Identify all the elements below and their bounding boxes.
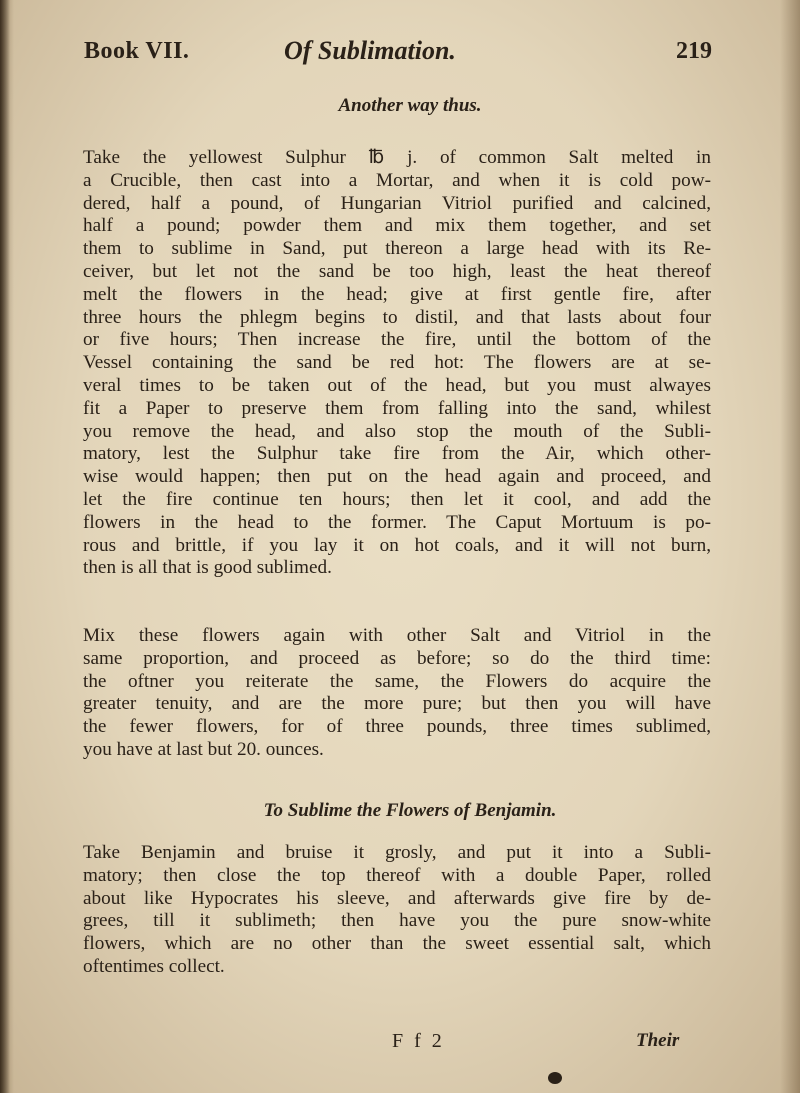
text-line: ceiver, but let not the sand be too high, least the heat thereof bbox=[83, 260, 711, 282]
text-line: Take Benjamin and bruise it grosly, and put it into a Subli- bbox=[83, 842, 711, 863]
text-line: Vessel containing the sand be red hot: The flowers are at se- bbox=[83, 352, 711, 374]
paragraph-sulphur-method bbox=[83, 147, 711, 580]
text-line: same proportion, and proceed as before; so do the third time: bbox=[83, 647, 711, 669]
text-line: Take the yellowest Sulphur ℔ j. of common Salt melted in bbox=[83, 147, 711, 168]
text-line: flowers in the head to the former. The Caput Mortuum is po- bbox=[83, 511, 711, 533]
text-line: let the fire continue ten hours; then let it cool, and add the bbox=[83, 488, 711, 510]
text-line: fit a Paper to preserve them from falling into the sand, whilest bbox=[83, 397, 711, 419]
text-line: or five hours; Then increase the fire, until the bottom of the bbox=[83, 329, 711, 351]
text-line: them to sublime in Sand, put thereon a large head with its Re- bbox=[83, 238, 711, 260]
text-line: three hours the phlegm begins to distil, and that lasts about four bbox=[83, 306, 711, 328]
text-line: about like Hypocrates his sleeve, and afterwards give fire by de- bbox=[83, 887, 711, 909]
spine-shadow bbox=[0, 0, 10, 1093]
catchword: Their bbox=[636, 1030, 680, 1051]
book-number: Book VII. bbox=[84, 38, 190, 64]
text-line: grees, till it sublimeth; then have you the pure snow-white bbox=[83, 910, 711, 932]
text-line: you remove the head, and also stop the mouth of the Subli- bbox=[83, 420, 711, 442]
paragraph-repeat-process bbox=[83, 625, 711, 762]
text-line: dered, half a pound, of Hungarian Vitriol purified and calcined, bbox=[83, 192, 711, 214]
text-line: greater tenuity, and are the more pure; but then you will have bbox=[83, 693, 711, 715]
section-heading-benjamin: To Sublime the Flowers of Benjamin. bbox=[263, 800, 557, 821]
text-line: the fewer flowers, for of three pounds, three times sublimed, bbox=[83, 716, 711, 738]
text-line: the oftner you reiterate the same, the Flowers do acquire the bbox=[83, 670, 711, 692]
chapter-title: Of Sublimation. bbox=[284, 36, 456, 65]
text-line: veral times to be taken out of the head, but you must alwayes bbox=[83, 374, 711, 396]
paragraph-benjamin-method bbox=[83, 842, 711, 979]
ink-blot bbox=[548, 1072, 562, 1084]
running-head bbox=[84, 30, 712, 74]
text-line: matory; then close the top thereof with a double Paper, rolled bbox=[83, 864, 711, 886]
text-line: rous and brittle, if you lay it on hot coals, and it will not burn, bbox=[83, 534, 711, 556]
text-line: matory, lest the Sulphur take fire from the Air, which other- bbox=[83, 443, 711, 465]
text-line: half a pound; powder them and mix them together, and set bbox=[83, 215, 711, 237]
text-line: a Crucible, then cast into a Mortar, and when it is cold pow- bbox=[83, 169, 711, 191]
signature-mark: F f 2 bbox=[392, 1030, 445, 1052]
text-line: melt the flowers in the head; give at first gentle fire, after bbox=[83, 283, 711, 305]
section-heading-another-way: Another way thus. bbox=[338, 95, 482, 116]
text-line: you have at last but 20. ounces. bbox=[83, 738, 324, 760]
text-line: then is all that is good sublimed. bbox=[83, 557, 332, 579]
text-line: Mix these flowers again with other Salt and Vitriol in the bbox=[83, 625, 711, 646]
text-line: flowers, which are no other than the sweet essential salt, which bbox=[83, 933, 711, 955]
text-line: wise would happen; then put on the head again and proceed, and bbox=[83, 466, 711, 488]
page-number: 219 bbox=[676, 38, 712, 64]
text-line: oftentimes collect. bbox=[83, 955, 225, 977]
